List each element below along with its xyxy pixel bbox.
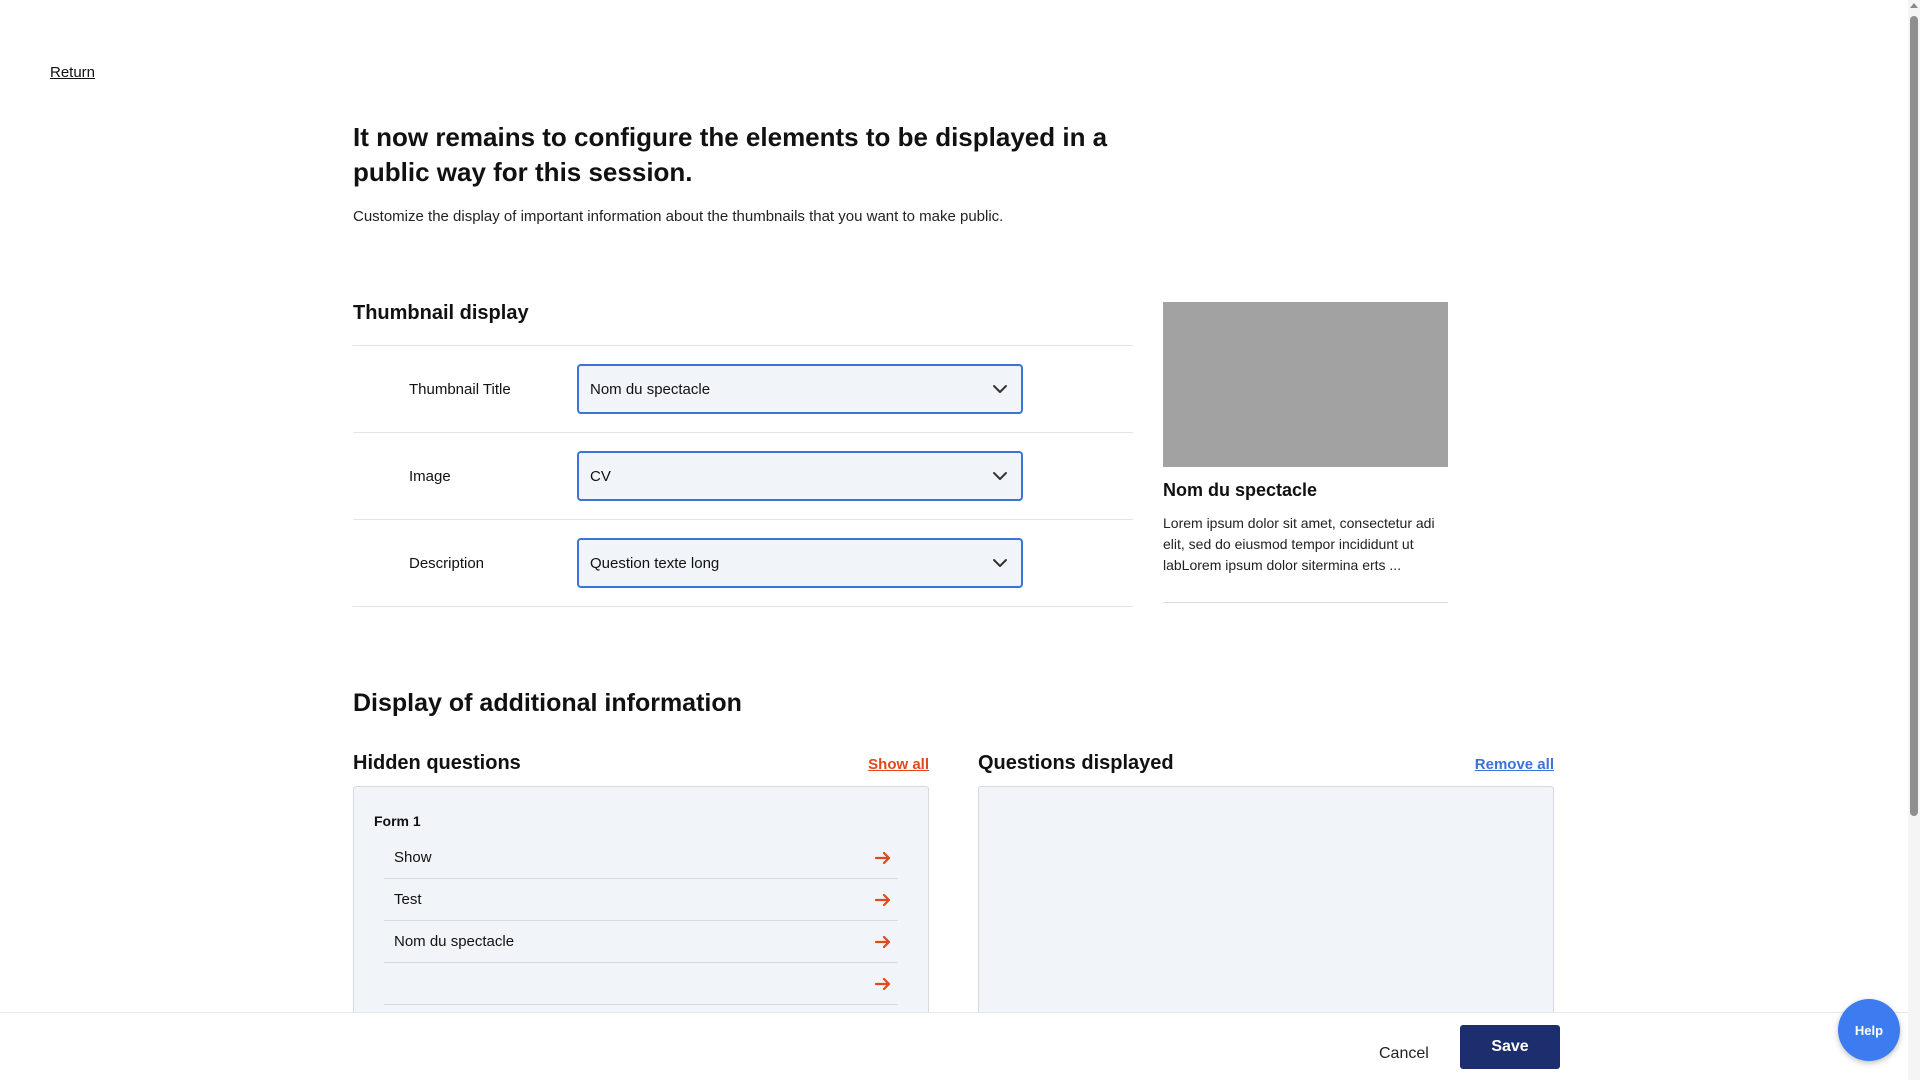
cancel-button[interactable]: Cancel — [1379, 1045, 1429, 1062]
scroll-up-icon[interactable] — [1910, 3, 1918, 8]
thumbnail-title-row — [353, 346, 1133, 433]
thumbnail-preview — [1163, 302, 1448, 603]
list-item — [384, 921, 898, 963]
arrow-right-icon[interactable] — [874, 849, 892, 867]
page-title: It now remains to configure the elements to be displayed in a public way for this session. — [353, 122, 1108, 187]
description-select[interactable] — [577, 538, 1023, 588]
displayed-questions-panel — [978, 752, 1554, 1016]
image-row — [353, 433, 1133, 520]
thumbnail-settings — [353, 345, 1133, 607]
preview-description: Lorem ipsum dolor sit amet, consectetur adi elit, sed do eiusmod tempor incididunt ut labLorem ipsum dolor sitermina erts ... — [1163, 515, 1435, 573]
show-all-link[interactable]: Show all — [868, 756, 929, 773]
form-group-name: Form 1 — [374, 813, 421, 829]
arrow-right-icon[interactable] — [874, 891, 892, 909]
question-label: Test — [394, 891, 422, 908]
preview-divider — [1163, 602, 1448, 603]
arrow-right-icon[interactable] — [874, 933, 892, 951]
thumbnail-display-section — [353, 302, 1133, 607]
additional-info-title: Display of additional information — [353, 689, 742, 717]
chevron-down-icon — [991, 467, 1009, 485]
displayed-questions-box — [978, 786, 1554, 1016]
question-label: Nom du spectacle — [394, 933, 515, 950]
description-row — [353, 520, 1133, 607]
image-label: Image — [409, 467, 451, 485]
page-scrollbar[interactable] — [1908, 0, 1920, 1080]
page-header — [353, 120, 1553, 225]
thumbnail-display-title: Thumbnail display — [353, 302, 529, 324]
thumbnail-title-value: Nom du spectacle — [590, 380, 711, 398]
help-button[interactable]: Help — [1838, 999, 1900, 1061]
hidden-questions-list — [384, 837, 898, 1005]
displayed-questions-title: Questions displayed — [978, 752, 1174, 774]
page-subtitle: Customize the display of important information about the thumbnails that you want to make public. — [353, 208, 1004, 225]
scroll-thumb[interactable] — [1910, 16, 1918, 816]
preview-title: Nom du spectacle — [1163, 480, 1318, 500]
chevron-down-icon — [991, 554, 1009, 572]
footer-bar — [0, 1012, 1908, 1080]
return-link[interactable]: Return — [50, 64, 96, 81]
displayed-questions-header — [978, 752, 1554, 786]
description-label: Description — [409, 554, 485, 572]
chevron-down-icon — [991, 380, 1009, 398]
question-label: Show — [394, 849, 432, 866]
description-value: Question texte long — [590, 554, 720, 572]
hidden-questions-panel — [353, 752, 929, 1016]
thumbnail-title-select[interactable] — [577, 364, 1023, 414]
save-button[interactable]: Save — [1460, 1025, 1560, 1069]
list-item — [384, 879, 898, 921]
hidden-questions-box — [353, 786, 929, 1016]
remove-all-link[interactable]: Remove all — [1474, 756, 1554, 773]
list-item — [384, 837, 898, 879]
hidden-questions-title: Hidden questions — [353, 752, 521, 774]
image-select[interactable] — [577, 451, 1023, 501]
hidden-questions-header — [353, 752, 929, 786]
thumbnail-title-label: Thumbnail Title — [409, 380, 511, 398]
preview-image-placeholder — [1163, 302, 1448, 467]
list-item — [384, 963, 898, 1005]
image-value: CV — [590, 467, 611, 485]
arrow-right-icon[interactable] — [874, 975, 892, 993]
